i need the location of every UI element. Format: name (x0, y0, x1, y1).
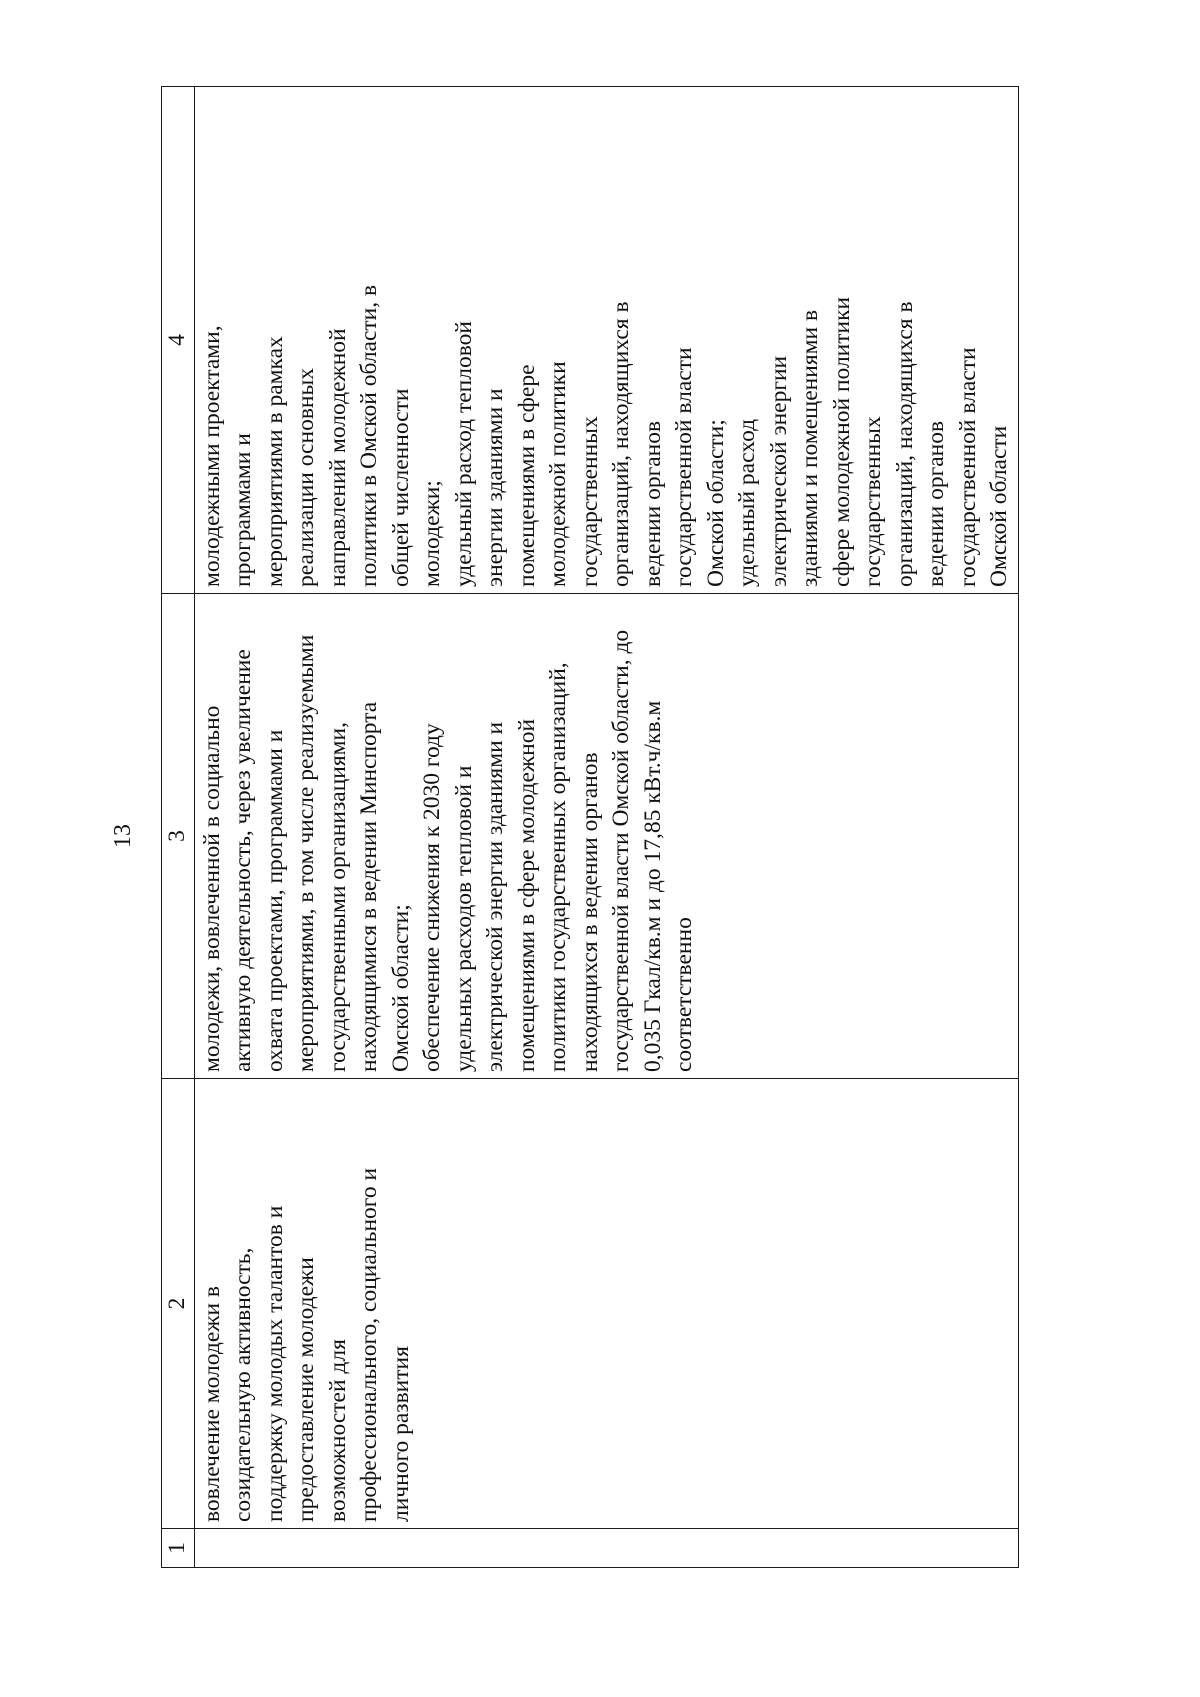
cell-col-3 (194, 594, 1018, 1079)
cell-col-4-text: молодежными проектами, программами и мероприятиями в рамках реализации основных направлений молодежной политики в Омской области, в общей численности молодежи; удельный расход тепловой энергии зданиями и помещениями в сфере молодежной политики государственных организаций, находящихся в ведении органов государственной власти Омской области; удельный расход электрической энергии зданиями и помещениями в сфере молодежной политики государственных организаций, находящихся в ведении органов государственной власти Омской области (198, 284, 1012, 587)
page-number: 13 (110, 824, 136, 848)
cell-col-3-text: молодежи, вовлеченной в социально активную деятельность, через увеличение охвата проектами, программами и мероприятиями, в том числе реализуемыми государственными организациями, находящимися в ведении Минспорта Омской области; обеспечение снижения к 2030 году удельных расходов тепловой и электрической энергии зданиями и помещениями в сфере молодежной политики государственных организаций, находящихся в ведении органов государственной власти Омской области, до 0,035 Гкал/кв.м и до 17,85 кВт.ч/кв.м соответственно (198, 629, 697, 1072)
cell-col-4 (194, 87, 1018, 594)
table-row (194, 87, 1018, 1568)
header-col-2: 2 (162, 1079, 195, 1529)
header-col-4: 4 (162, 87, 195, 594)
cell-col-2-text: вовлечение молодежи в созидательную активность, поддержку молодых талантов и предоставление молодежи возможностей для профессионального, социального и личного развития (198, 1167, 414, 1522)
cell-col-2 (194, 1079, 1018, 1529)
rotated-sheet (80, 56, 1080, 1616)
header-row (162, 87, 195, 1568)
header-col-1: 1 (162, 1529, 195, 1568)
cell-col-1 (194, 1529, 1018, 1568)
program-table (161, 86, 1019, 1568)
header-col-3: 3 (162, 594, 195, 1079)
